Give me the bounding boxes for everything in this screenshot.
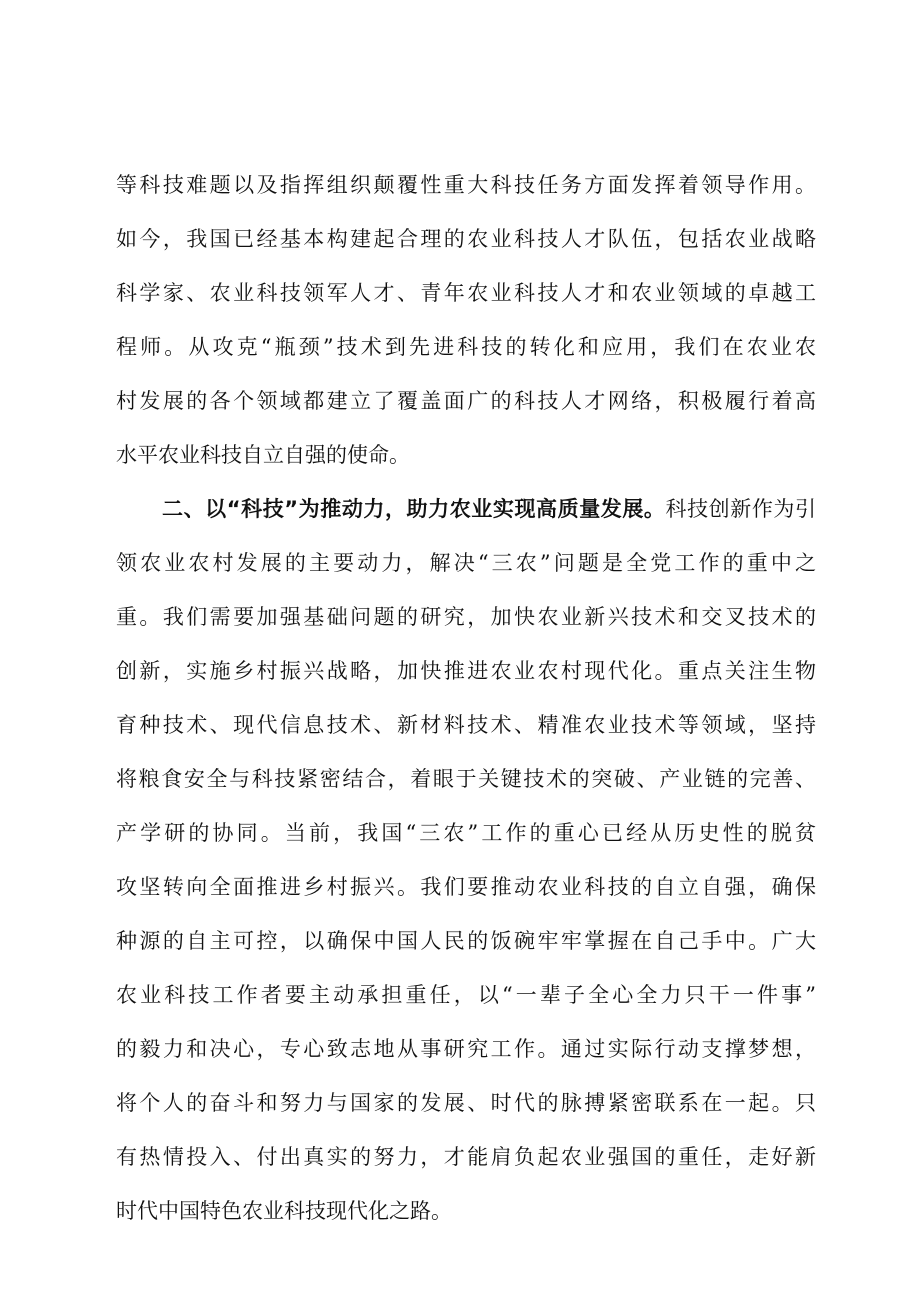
text-line: 将粮食安全与科技紧密结合，着眼于关键技术的突破、产业链的完善、 bbox=[116, 767, 816, 791]
text-line: 有热情投入、付出真实的努力，才能肩负起农业强国的重任，走好新 bbox=[116, 1145, 816, 1169]
text-line: 攻坚转向全面推进乡村振兴。我们要推动农业科技的自立自强，确保 bbox=[116, 875, 816, 899]
text-line: 领农业农村发展的主要动力，解决“三农”问题是全党工作的重中之 bbox=[116, 551, 816, 575]
text-line: 科学家、农业科技领军人才、青年农业科技人才和农业领域的卓越工 bbox=[116, 281, 816, 305]
text-line: 种源的自主可控，以确保中国人民的饭碗牢牢掌握在自己手中。广大 bbox=[116, 929, 816, 953]
text-line: 程师。从攻克“瓶颈”技术到先进科技的转化和应用，我们在农业农 bbox=[116, 335, 816, 359]
text-line: 产学研的协同。当前，我国“三农”工作的重心已经从历史性的脱贫 bbox=[116, 821, 816, 845]
section-heading: 二、以“科技”为推动力，助力农业实现高质量发展。 bbox=[162, 497, 666, 521]
section-heading-line bbox=[162, 489, 816, 529]
text-line: 将个人的奋斗和努力与国家的发展、时代的脉搏紧密联系在一起。只 bbox=[116, 1091, 816, 1115]
text-line: 重。我们需要加强基础问题的研究，加快农业新兴技术和交叉技术的 bbox=[116, 605, 816, 629]
text-line: 等科技难题以及指挥组织颠覆性重大科技任务方面发挥着领导作用。 bbox=[116, 173, 816, 197]
text-line: 村发展的各个领域都建立了覆盖面广的科技人才网络，积极履行着高 bbox=[116, 389, 816, 413]
text-line: 农业科技工作者要主动承担重任，以“一辈子全心全力只干一件事” bbox=[116, 983, 816, 1007]
text-line: 水平农业科技自立自强的使命。 bbox=[116, 443, 410, 467]
text-line: 如今，我国已经基本构建起合理的农业科技人才队伍，包括农业战略 bbox=[116, 227, 816, 251]
heading-line-text: 科技创新作为引 bbox=[665, 497, 816, 521]
text-line: 育种技术、现代信息技术、新材料技术、精准农业技术等领域，坚持 bbox=[116, 713, 816, 737]
text-line: 时代中国特色农业科技现代化之路。 bbox=[116, 1199, 452, 1223]
text-line: 创新，实施乡村振兴战略，加快推进农业农村现代化。重点关注生物 bbox=[116, 659, 816, 683]
text-line: 的毅力和决心，专心致志地从事研究工作。通过实际行动支撑梦想， bbox=[116, 1037, 816, 1061]
